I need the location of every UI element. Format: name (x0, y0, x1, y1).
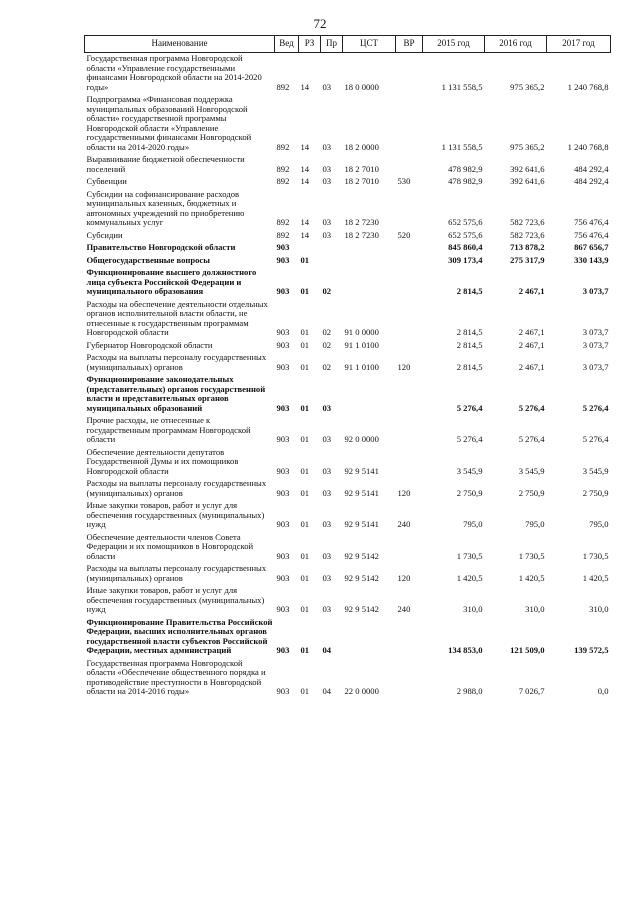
cell-name: Подпрограмма «Финансовая поддержка муниципальных образований Новгородской области» государственной программы Новгородской области «Управление государственными финансами Новгородской области на 2014-2020 годы» (86, 94, 252, 152)
cell-y2017: 0,0 (597, 686, 609, 696)
cell-ved: 903 (276, 686, 290, 696)
cell-pr (321, 242, 343, 255)
cell-pr: 03 (322, 163, 332, 174)
cell-pr: 03 (322, 572, 332, 583)
cell-pr: 03 (322, 217, 332, 227)
cell-rz: 14 (300, 141, 310, 152)
cell-cst: 18 2 0000 (344, 141, 379, 152)
table-row (85, 352, 611, 374)
cell-pr: 04 (322, 645, 332, 655)
cell-vr (396, 374, 423, 415)
cell-y2015: 795,0 (463, 519, 483, 529)
cell-vr (396, 53, 423, 95)
cell-name: Прочие расходы, не отнесенные к государственным программам Новгородской области (86, 415, 251, 444)
cell-cst: 92 9 5141 (344, 519, 379, 529)
cell-rz: 01 (300, 339, 310, 350)
cell-vr (396, 189, 423, 230)
table-row (85, 447, 611, 479)
cell-pr: 03 (322, 465, 332, 476)
table-row (85, 658, 611, 699)
cell-rz: 14 (300, 217, 310, 227)
table-row (85, 230, 611, 243)
cell-vr (396, 415, 423, 447)
cell-rz (299, 242, 321, 255)
cell-rz: 01 (300, 604, 310, 614)
cell-y2016: 7 026,7 (518, 686, 545, 696)
cell-name: Расходы на выплаты персоналу государственных (муниципальных) органов (86, 352, 267, 372)
cell-cst: 18 2 7230 (344, 217, 379, 227)
cell-vr (396, 532, 423, 564)
cell-cst (343, 374, 396, 415)
cell-y2016: 392 641,6 (510, 163, 545, 174)
cell-ved: 903 (276, 339, 290, 350)
cell-y2016: 582 723,6 (510, 229, 545, 240)
cell-name: Государственная программа Новгородской области «Обеспечение общественного порядка и противодействие преступности в Новгородской области на 2014-2016 годы» (86, 657, 266, 696)
col-header-2016: 2016 год (485, 36, 547, 53)
cell-name: Обеспечение деятельности членов Совета Федерации и их помощников в Новгородской области (86, 531, 254, 561)
cell-y2017: 310,0 (589, 604, 609, 614)
cell-cst: 18 2 7230 (344, 229, 379, 240)
cell-y2016: 2 467,1 (518, 286, 545, 296)
cell-y2015: 478 982,9 (448, 163, 483, 174)
col-header-name: Наименование (85, 36, 275, 53)
cell-pr: 03 (322, 434, 332, 444)
cell-y2015: 2 814,5 (456, 339, 483, 350)
cell-cst: 91 1 0100 (344, 339, 379, 350)
cell-name: Обеспечение деятельности депутатов Государственной Думы и их помощников Новгородской области (86, 446, 239, 476)
cell-y2017: 795,0 (589, 519, 609, 529)
cell-name: Субсидии (86, 229, 123, 240)
cell-rz: 01 (300, 572, 310, 583)
cell-pr: 03 (322, 519, 332, 529)
cell-vr (396, 242, 423, 255)
cell-y2016: 2 750,9 (518, 487, 545, 498)
cell-y2015: 310,0 (463, 604, 483, 614)
cell-cst (343, 617, 396, 658)
col-header-vr: ВР (396, 36, 423, 53)
cell-rz: 14 (300, 229, 310, 240)
cell-y2017: 2 750,9 (582, 487, 609, 498)
cell-vr: 240 (397, 604, 411, 614)
col-header-2017: 2017 год (547, 36, 611, 53)
cell-y2017: 3 073,7 (582, 286, 609, 296)
cell-rz: 14 (300, 81, 310, 92)
cell-y2017: 484 292,4 (574, 176, 609, 186)
cell-y2016: 392 641,6 (510, 176, 545, 186)
cell-rz: 14 (300, 163, 310, 174)
table-row (85, 176, 611, 189)
budget-table (84, 35, 611, 699)
cell-pr: 03 (322, 550, 332, 561)
cell-ved: 892 (276, 217, 290, 227)
table-row (85, 94, 611, 154)
cell-y2016: 2 467,1 (518, 339, 545, 350)
cell-y2017: 5 276,4 (582, 402, 609, 413)
cell-y2016: 713 878,2 (510, 242, 545, 252)
cell-y2017: 5 276,4 (582, 434, 609, 444)
cell-rz: 01 (300, 402, 310, 413)
cell-y2015: 3 545,9 (456, 465, 483, 476)
cell-y2016: 275 317,9 (510, 254, 545, 265)
cell-y2015: 652 575,6 (448, 217, 483, 227)
cell-cst: 92 9 5142 (344, 604, 379, 614)
cell-ved: 903 (276, 550, 290, 561)
cell-y2015: 134 853,0 (448, 645, 483, 655)
cell-name: Иные закупки товаров, работ и услуг для обеспечения государственных (муниципальных) нужд (86, 500, 265, 529)
cell-y2016: 975 365,2 (510, 81, 545, 92)
cell-pr: 02 (322, 286, 332, 296)
cell-cst: 18 2 7010 (344, 163, 379, 174)
cell-cst: 18 2 7010 (344, 176, 379, 186)
cell-y2016: 2 467,1 (518, 327, 545, 337)
cell-ved: 892 (276, 141, 290, 152)
cell-y2016: 1 420,5 (518, 572, 545, 583)
table-row (85, 189, 611, 230)
cell-name: Функционирование высшего должностного лица субъекта Российской Федерации и муниципального образования (86, 267, 257, 296)
cell-y2017: 756 476,4 (574, 217, 609, 227)
cell-y2015: 5 276,4 (456, 402, 483, 413)
cell-y2015: 2 814,5 (456, 327, 483, 337)
cell-y2017: 3 545,9 (582, 465, 609, 476)
table-row (85, 563, 611, 585)
cell-rz: 01 (300, 361, 310, 372)
cell-ved: 903 (276, 519, 290, 529)
cell-pr: 03 (322, 604, 332, 614)
cell-pr: 03 (322, 141, 332, 152)
table-row (85, 242, 611, 255)
cell-cst: 92 9 5142 (344, 572, 379, 583)
table-row (85, 154, 611, 176)
cell-y2016: 5 276,4 (518, 402, 545, 413)
cell-rz: 01 (300, 327, 310, 337)
cell-name: Губернатор Новгородской области (86, 339, 213, 350)
cell-cst: 18 0 0000 (344, 81, 379, 92)
table-row (85, 53, 611, 95)
cell-y2015: 1 131 558,5 (441, 81, 483, 92)
col-header-cst: ЦСТ (343, 36, 396, 53)
table-row (85, 532, 611, 564)
cell-y2015: 309 173,4 (448, 254, 483, 265)
cell-pr: 03 (322, 81, 332, 92)
table-row (85, 415, 611, 447)
cell-cst: 92 0 0000 (344, 434, 379, 444)
cell-y2016: 1 730,5 (518, 550, 545, 561)
table-row (85, 478, 611, 500)
col-header-2015: 2015 год (423, 36, 485, 53)
cell-ved: 903 (276, 242, 290, 252)
cell-pr: 03 (322, 402, 332, 413)
cell-y2017: 3 073,7 (582, 327, 609, 337)
cell-vr (396, 617, 423, 658)
cell-rz: 01 (300, 487, 310, 498)
cell-name: Государственная программа Новгородской области «Управление государственными финансами Новгородской области на 2014-2020 годы» (86, 53, 262, 92)
cell-ved: 903 (276, 434, 290, 444)
cell-ved: 903 (276, 465, 290, 476)
cell-y2015: 845 860,4 (448, 242, 483, 252)
cell-y2015: 2 814,5 (456, 286, 483, 296)
table-body (85, 53, 611, 699)
cell-pr: 04 (322, 686, 332, 696)
cell-rz: 01 (300, 686, 310, 696)
table-row (85, 340, 611, 353)
cell-ved: 903 (276, 327, 290, 337)
cell-ved: 892 (276, 163, 290, 174)
cell-ved: 903 (276, 604, 290, 614)
cell-y2017: 1 730,5 (582, 550, 609, 561)
cell-y2015: 2 988,0 (456, 686, 483, 696)
cell-vr: 240 (397, 519, 411, 529)
cell-pr: 03 (322, 487, 332, 498)
cell-vr: 530 (397, 176, 411, 186)
cell-y2016: 121 509,0 (510, 645, 545, 655)
table-row (85, 500, 611, 532)
cell-y2015: 2 814,5 (456, 361, 483, 372)
cell-name: Функционирование Правительства Российской Федерации, высших исполнительных органов государственной власти субъектов Российской Федерации, местных администраций (86, 616, 273, 655)
cell-cst: 22 0 0000 (344, 686, 379, 696)
table-row (85, 255, 611, 268)
cell-cst (343, 242, 396, 255)
cell-name: Расходы на выплаты персоналу государственных (муниципальных) органов (86, 563, 267, 583)
cell-name: Расходы на обеспечение деятельности отдельных органов исполнительной власти области, не отнесенные к государственным программам Новгородской области (86, 298, 268, 337)
cell-name: Субсидии на софинансирование расходов муниципальных казенных, бюджетных и автономных учреждений по приобретению коммунальных услуг (86, 188, 245, 227)
cell-pr: 03 (322, 229, 332, 240)
cell-cst: 91 0 0000 (344, 327, 379, 337)
cell-ved: 903 (276, 361, 290, 372)
cell-vr: 120 (397, 572, 411, 583)
cell-y2017: 330 143,9 (574, 254, 609, 265)
cell-y2015: 1 730,5 (456, 550, 483, 561)
cell-y2015: 2 750,9 (456, 487, 483, 498)
cell-name: Субвенции (86, 176, 127, 186)
cell-y2015: 652 575,6 (448, 229, 483, 240)
cell-vr: 520 (397, 229, 411, 240)
cell-pr: 02 (322, 361, 332, 372)
cell-y2017: 1 420,5 (582, 572, 609, 583)
cell-pr: 02 (322, 339, 332, 350)
cell-y2017: 3 073,7 (582, 361, 609, 372)
cell-name: Правительство Новгородской области (86, 242, 236, 252)
cell-ved: 903 (276, 645, 290, 655)
cell-vr (396, 154, 423, 176)
cell-ved: 903 (276, 572, 290, 583)
col-header-pr: Пр (321, 36, 343, 53)
cell-ved: 892 (276, 176, 290, 186)
table-row (85, 585, 611, 617)
cell-vr (396, 447, 423, 479)
page-number: 72 (313, 16, 327, 31)
cell-y2017: 484 292,4 (574, 163, 609, 174)
cell-name: Выравнивание бюджетной обеспеченности поселений (86, 154, 245, 174)
cell-y2015: 5 276,4 (456, 434, 483, 444)
cell-rz: 14 (300, 176, 310, 186)
cell-rz: 01 (300, 645, 310, 655)
col-header-ved: Вед (275, 36, 299, 53)
cell-vr (396, 340, 423, 353)
cell-vr: 120 (397, 487, 411, 498)
cell-rz: 01 (300, 519, 310, 529)
cell-y2017: 1 240 768,8 (567, 141, 609, 152)
cell-y2016: 2 467,1 (518, 361, 545, 372)
cell-pr: 03 (322, 176, 332, 186)
cell-vr (396, 658, 423, 699)
table-row (85, 617, 611, 658)
cell-y2017: 867 656,7 (574, 242, 609, 252)
cell-ved: 892 (276, 229, 290, 240)
cell-rz: 01 (300, 550, 310, 561)
table-header-row (85, 36, 611, 53)
cell-ved: 903 (276, 286, 290, 296)
cell-ved: 892 (276, 81, 290, 92)
cell-name: Функционирование законодательных (представительных) органов государственной власти и представительных органов муниципальных образований (86, 374, 266, 413)
cell-y2017: 756 476,4 (574, 229, 609, 240)
cell-vr (396, 255, 423, 268)
cell-cst: 92 9 5141 (344, 487, 379, 498)
cell-name: Общегосударственные вопросы (86, 254, 210, 265)
cell-pr: 02 (322, 327, 332, 337)
cell-cst: 92 9 5141 (344, 465, 379, 476)
cell-y2016: 3 545,9 (518, 465, 545, 476)
cell-rz: 01 (300, 434, 310, 444)
cell-rz: 01 (300, 465, 310, 476)
cell-y2015: 478 982,9 (448, 176, 483, 186)
cell-y2015: 1 131 558,5 (441, 141, 483, 152)
cell-y2016: 795,0 (525, 519, 545, 529)
cell-rz: 01 (300, 254, 310, 265)
cell-vr (396, 267, 423, 299)
cell-name: Иные закупки товаров, работ и услуг для обеспечения государственных (муниципальных) нужд (86, 585, 265, 614)
cell-y2017: 139 572,5 (574, 645, 609, 655)
cell-cst (343, 267, 396, 299)
cell-y2017: 3 073,7 (582, 339, 609, 350)
table-row (85, 267, 611, 299)
cell-vr: 120 (397, 361, 411, 372)
cell-y2017: 1 240 768,8 (567, 81, 609, 92)
cell-pr (321, 255, 343, 268)
cell-y2016: 975 365,2 (510, 141, 545, 152)
cell-vr (396, 299, 423, 340)
table-row (85, 299, 611, 340)
cell-vr (396, 94, 423, 154)
cell-ved: 903 (276, 487, 290, 498)
cell-ved: 903 (276, 402, 290, 413)
cell-y2016: 582 723,6 (510, 217, 545, 227)
cell-rz: 01 (300, 286, 310, 296)
cell-cst: 91 1 0100 (344, 361, 379, 372)
cell-y2016: 5 276,4 (518, 434, 545, 444)
cell-y2015: 1 420,5 (456, 572, 483, 583)
cell-cst: 92 9 5142 (344, 550, 379, 561)
cell-y2016: 310,0 (525, 604, 545, 614)
cell-name: Расходы на выплаты персоналу государственных (муниципальных) органов (86, 478, 267, 498)
cell-cst (343, 255, 396, 268)
cell-ved: 903 (276, 254, 290, 265)
table-row (85, 374, 611, 415)
col-header-rz: РЗ (299, 36, 321, 53)
